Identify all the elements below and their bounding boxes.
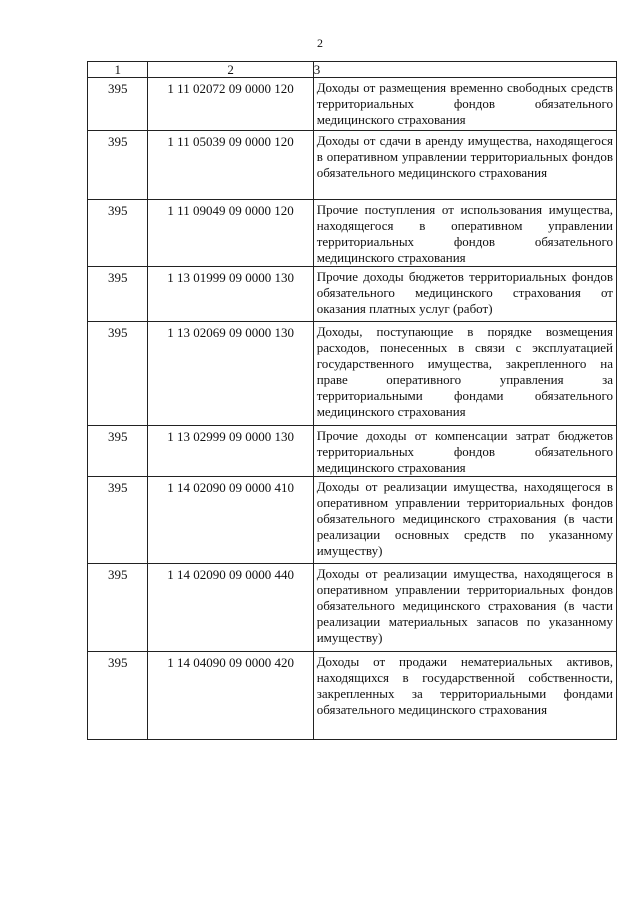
- kbk-code-cell: 1 11 05039 09 0000 120: [148, 131, 313, 200]
- table-row: [88, 131, 617, 200]
- admin-code-cell: 395: [88, 426, 148, 477]
- kbk-code-cell: 1 11 09049 09 0000 120: [148, 200, 313, 267]
- description-cell: Доходы от реализации имущества, находящегося в оперативном управлении территориальных фондов обязательного медицинского страхования (в части реализации материальных запасов по указанному имуществу): [313, 564, 616, 652]
- header-cell-3: 3: [313, 62, 616, 78]
- kbk-code-cell: 1 13 01999 09 0000 130: [148, 267, 313, 322]
- admin-code-cell: 395: [88, 322, 148, 426]
- table-row: [88, 564, 617, 652]
- table-row: [88, 652, 617, 740]
- admin-code-cell: 395: [88, 564, 148, 652]
- kbk-code-cell: 1 11 02072 09 0000 120: [148, 78, 313, 131]
- kbk-code-cell: 1 13 02999 09 0000 130: [148, 426, 313, 477]
- admin-code-cell: 395: [88, 200, 148, 267]
- header-cell-2: 2: [148, 62, 313, 78]
- admin-code-cell: 395: [88, 78, 148, 131]
- table-row: [88, 200, 617, 267]
- table-header-row: [88, 62, 617, 78]
- table-row: [88, 477, 617, 564]
- description-cell: Прочие доходы от компенсации затрат бюджетов территориальных фондов обязательного медицинского страхования: [313, 426, 616, 477]
- income-codes-table: [87, 61, 617, 740]
- admin-code-cell: 395: [88, 652, 148, 740]
- table-row: [88, 78, 617, 131]
- description-cell: Доходы от сдачи в аренду имущества, находящегося в оперативном управлении территориальных фондов обязательного медицинского страхования: [313, 131, 616, 200]
- description-cell: Доходы, поступающие в порядке возмещения расходов, понесенных в связи с эксплуатацией государственного имущества, закрепленного на праве оперативного управления за территориальными фондами обязательного медицинского страхования: [313, 322, 616, 426]
- kbk-code-cell: 1 13 02069 09 0000 130: [148, 322, 313, 426]
- table-row: [88, 322, 617, 426]
- header-cell-1: 1: [88, 62, 148, 78]
- kbk-code-cell: 1 14 02090 09 0000 440: [148, 564, 313, 652]
- description-cell: Прочие поступления от использования имущества, находящегося в оперативном управлении территориальных фондов обязательного медицинского страхования: [313, 200, 616, 267]
- table-row: [88, 426, 617, 477]
- kbk-code-cell: 1 14 04090 09 0000 420: [148, 652, 313, 740]
- description-cell: Доходы от продажи нематериальных активов, находящихся в государственной собственности, закрепленных за территориальными фондами обязательного медицинского страхования: [313, 652, 616, 740]
- table-row: [88, 267, 617, 322]
- page-number: 2: [317, 36, 323, 50]
- description-cell: Доходы от размещения временно свободных средств территориальных фондов обязательного медицинского страхования: [313, 78, 616, 131]
- admin-code-cell: 395: [88, 131, 148, 200]
- admin-code-cell: 395: [88, 477, 148, 564]
- description-cell: Доходы от реализации имущества, находящегося в оперативном управлении территориальных фондов обязательного медицинского страхования (в части реализации основных средств по указанному имуществу): [313, 477, 616, 564]
- description-cell: Прочие доходы бюджетов территориальных фондов обязательного медицинского страхования от оказания платных услуг (работ): [313, 267, 616, 322]
- admin-code-cell: 395: [88, 267, 148, 322]
- kbk-code-cell: 1 14 02090 09 0000 410: [148, 477, 313, 564]
